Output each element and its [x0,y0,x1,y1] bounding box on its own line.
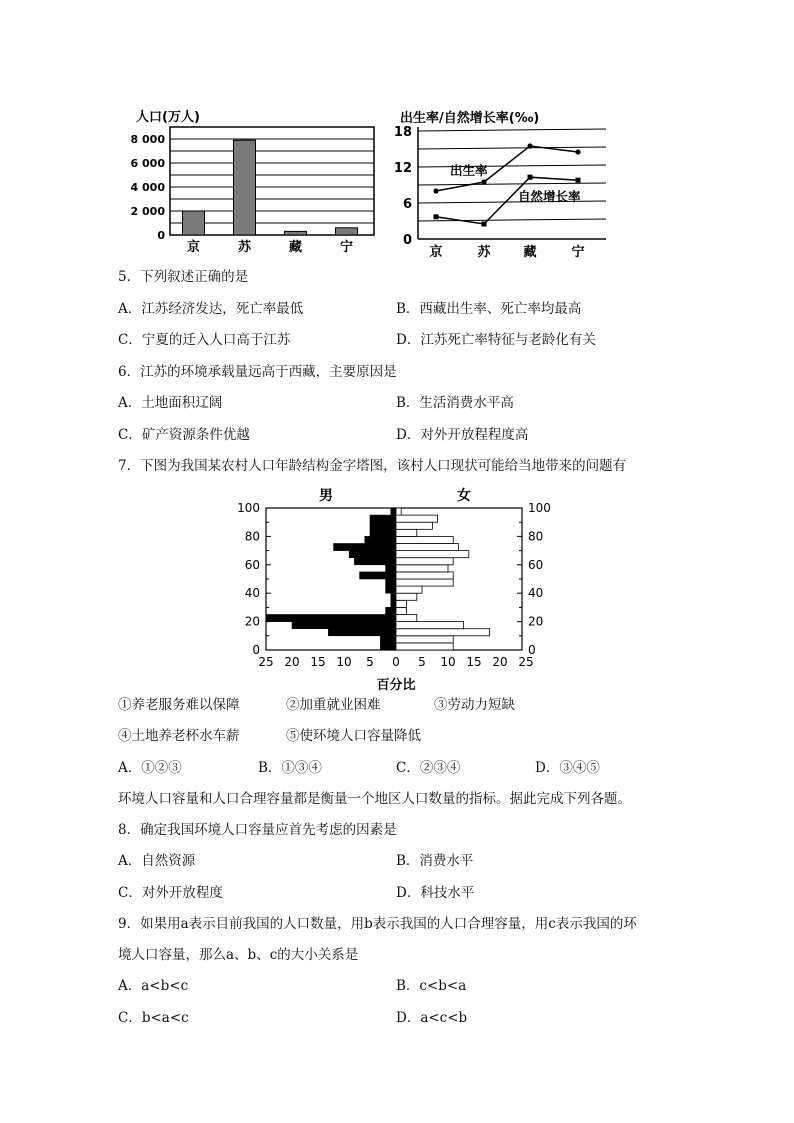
pyramid-bar-female [396,558,453,565]
line-chart-gridline [418,165,606,167]
pyramid-xtick-left: 0 [392,655,400,669]
pyramid-ytick-right: 0 [528,643,536,657]
bar-chart-ylabel: 人口(万人) [136,110,200,125]
bar-chart-ytick: 2 000 [130,205,165,218]
q9-option-b[interactable]: B．c<b<a [396,978,467,994]
bar-chart-ytick: 8 000 [130,133,165,146]
line-chart-ytick: 0 [402,233,412,248]
pyramid-bar-female [396,579,453,586]
pyramid-ytick-left: 100 [237,501,260,515]
line-chart-ytick: 6 [402,197,412,212]
population-pyramid-chart [232,484,562,694]
bar-chart-ytick: 0 [157,229,165,242]
line-chart-gridline [418,183,606,185]
pyramid-xtick-right: 5 [418,655,426,669]
pyramid-bar-male [391,593,396,600]
bar-chart-xlabel: 宁 [339,240,354,255]
q5-option-b[interactable]: B．西藏出生率、死亡率均最高 [396,301,582,317]
line-chart-xlabel: 京 [429,245,443,260]
line-chart-gridline [418,147,606,149]
pyramid-ytick-right: 80 [528,529,544,544]
pyramid-bar-male [386,607,396,614]
q7-option-c[interactable]: C．②③④ [396,760,461,776]
q7-option-b[interactable]: B．①③④ [258,760,322,776]
pyramid-bar-male [370,522,396,529]
pyramid-bar-female [396,572,453,579]
pyramid-bar-female [396,565,448,572]
pyramid-bar-male [360,572,396,579]
pyramid-bar-male [391,600,396,607]
pyramid-xtick-left: 20 [284,655,300,669]
pyramid-ytick-right: 60 [528,557,544,572]
population-bar [183,211,205,235]
pyramid-xtick-right: 25 [518,655,534,669]
series-point [528,175,533,180]
series-point [575,149,580,154]
q7-item-1: ①养老服务难以保障 [118,697,240,713]
q5-option-d[interactable]: D．江苏死亡率特征与老龄化有关 [396,332,596,348]
population-bar [336,228,358,235]
series-point [482,222,487,227]
q5-stem: 5．下列叙述正确的是 [118,269,249,285]
pyramid-bar-male [386,586,396,593]
line-chart-xlabel: 藏 [523,245,537,260]
q7-option-d[interactable]: D．③④⑤ [535,760,600,776]
pyramid-bar-male [365,536,396,543]
q6-option-d[interactable]: D．对外开放程程度高 [396,427,529,443]
q6-option-a[interactable]: A．土地面积辽阔 [118,395,223,411]
pyramid-ytick-right: 20 [528,614,544,629]
pyramid-bar-female [396,600,406,607]
q6-option-c[interactable]: C．矿产资源条件优越 [118,427,250,443]
pyramid-bar-female [396,508,401,515]
pyramid-bar-male [370,515,396,522]
bar-chart-xlabel: 藏 [288,240,303,255]
bar-chart-xlabel: 京 [186,240,201,255]
line-chart-ytick: 18 [393,125,412,140]
q5-option-c[interactable]: C．宁夏的迁入人口高于江苏 [118,332,291,348]
pyramid-bar-female [396,636,453,643]
pyramid-bar-male [380,643,396,650]
birth-rate-line-chart [393,105,610,260]
bar-chart-ytick: 6 000 [130,157,165,170]
line-chart-ytick: 12 [393,161,412,176]
pyramid-ytick-left: 60 [244,557,260,572]
pyramid-xtick-left: 5 [366,655,374,669]
pyramid-title-male: 男 [319,488,333,504]
pyramid-bar-male [354,558,396,565]
q7-stem: 7．下图为我国某农村人口年龄结构金字塔图，该村人口现状可能给当地带来的问题有 [118,458,627,474]
pyramid-bar-female [396,615,417,622]
pyramid-bar-female [396,522,432,529]
pyramid-bar-male [334,544,396,551]
pyramid-xtick-left: 10 [336,655,352,669]
population-bar [234,140,256,235]
pyramid-bar-male [386,579,396,586]
pyramid-bar-male [266,615,396,622]
line-chart-gridline [418,129,606,131]
pyramid-bar-female [396,586,422,593]
q8-option-c[interactable]: C．对外开放程度 [118,885,223,901]
pyramid-bar-female [396,593,417,600]
pyramid-xtick-left: 15 [310,655,326,669]
q7-item-2: ②加重就业困难 [286,697,381,713]
pyramid-bar-female [396,544,458,551]
pyramid-bar-female [396,551,469,558]
bar-chart-xlabel: 苏 [237,240,252,255]
pyramid-xtick-left: 25 [258,655,274,669]
pyramid-bar-male [349,551,396,558]
line-chart-xlabel: 宁 [571,245,585,260]
pyramid-xtick-right: 10 [440,655,456,669]
pyramid-title-female: 女 [457,488,471,504]
q9-option-a[interactable]: A．a<b<c [118,978,189,994]
pyramid-xlabel: 百分比 [376,678,416,693]
pyramid-ytick-left: 20 [244,614,260,629]
q5-option-a[interactable]: A．江苏经济发达，死亡率最低 [118,301,304,317]
pyramid-bar-female [396,622,464,629]
series-point [434,214,439,219]
pyramid-xtick-right: 15 [466,655,482,669]
pyramid-xtick-right: 20 [492,655,508,669]
q9-stem-line-1: 9．如果用a表示目前我国的人口数量，用b表示我国的人口合理容量，用c表示我国的环 [118,916,637,932]
q7-item-3: ③劳动力短缺 [434,697,515,713]
population-bar-chart [130,105,380,260]
q7-item-5: ⑤使环境人口容量降低 [286,728,421,744]
line-chart-ylabel: 出生率/自然增长率(‰) [400,111,540,126]
q8-option-b[interactable]: B．消费水平 [396,853,474,869]
q9-option-d[interactable]: D．a<c<b [396,1010,468,1026]
pyramid-bar-female [396,643,453,650]
q8-stem: 8．确定我国环境人口容量应首先考虑的因素是 [118,822,397,838]
q9-stem-line-2: 境人口容量，那么a、b、c的大小关系是 [118,947,359,963]
series-point [527,143,532,148]
pyramid-bar-male [370,529,396,536]
series-label-natural-growth: 自然增长率 [518,189,581,204]
population-bar [285,231,307,235]
q8-option-a[interactable]: A．自然资源 [118,853,196,869]
section-intro: 环境人口容量和人口合理容量都是衡量一个地区人口数量的指标。据此完成下列各题。 [118,791,631,807]
pyramid-bar-female [396,529,417,536]
q7-item-4: ④土地养老杯水车薪 [118,728,240,744]
pyramid-bar-male [386,565,396,572]
q7-option-a[interactable]: A．①②③ [118,760,182,776]
pyramid-ytick-left: 80 [244,529,260,544]
q6-stem: 6．江苏的环境承载量远高于西藏，主要原因是 [118,364,397,380]
series-point [576,178,581,183]
line-chart-xlabel: 苏 [477,245,491,260]
pyramid-bar-female [396,607,406,614]
q8-option-d[interactable]: D．科技水平 [396,885,475,901]
pyramid-bar-male [292,622,396,629]
pyramid-ytick-left: 0 [252,643,260,657]
pyramid-bar-male [391,508,396,515]
series-point [481,179,486,184]
series-label-birth-rate: 出生率 [450,163,488,178]
pyramid-bar-female [396,629,490,636]
bar-chart-ytick: 4 000 [130,181,165,194]
pyramid-bar-female [396,536,453,543]
pyramid-ytick-right: 100 [528,501,551,515]
series-point [433,188,438,193]
pyramid-ytick-right: 40 [528,586,544,601]
pyramid-bar-male [328,629,396,636]
pyramid-ytick-left: 40 [244,586,260,601]
pyramid-bar-female [396,515,438,522]
q6-option-b[interactable]: B．生活消费水平高 [396,395,514,411]
pyramid-bar-male [380,636,396,643]
q9-option-c[interactable]: C．b<a<c [118,1010,189,1026]
line-chart-gridline [418,219,606,221]
